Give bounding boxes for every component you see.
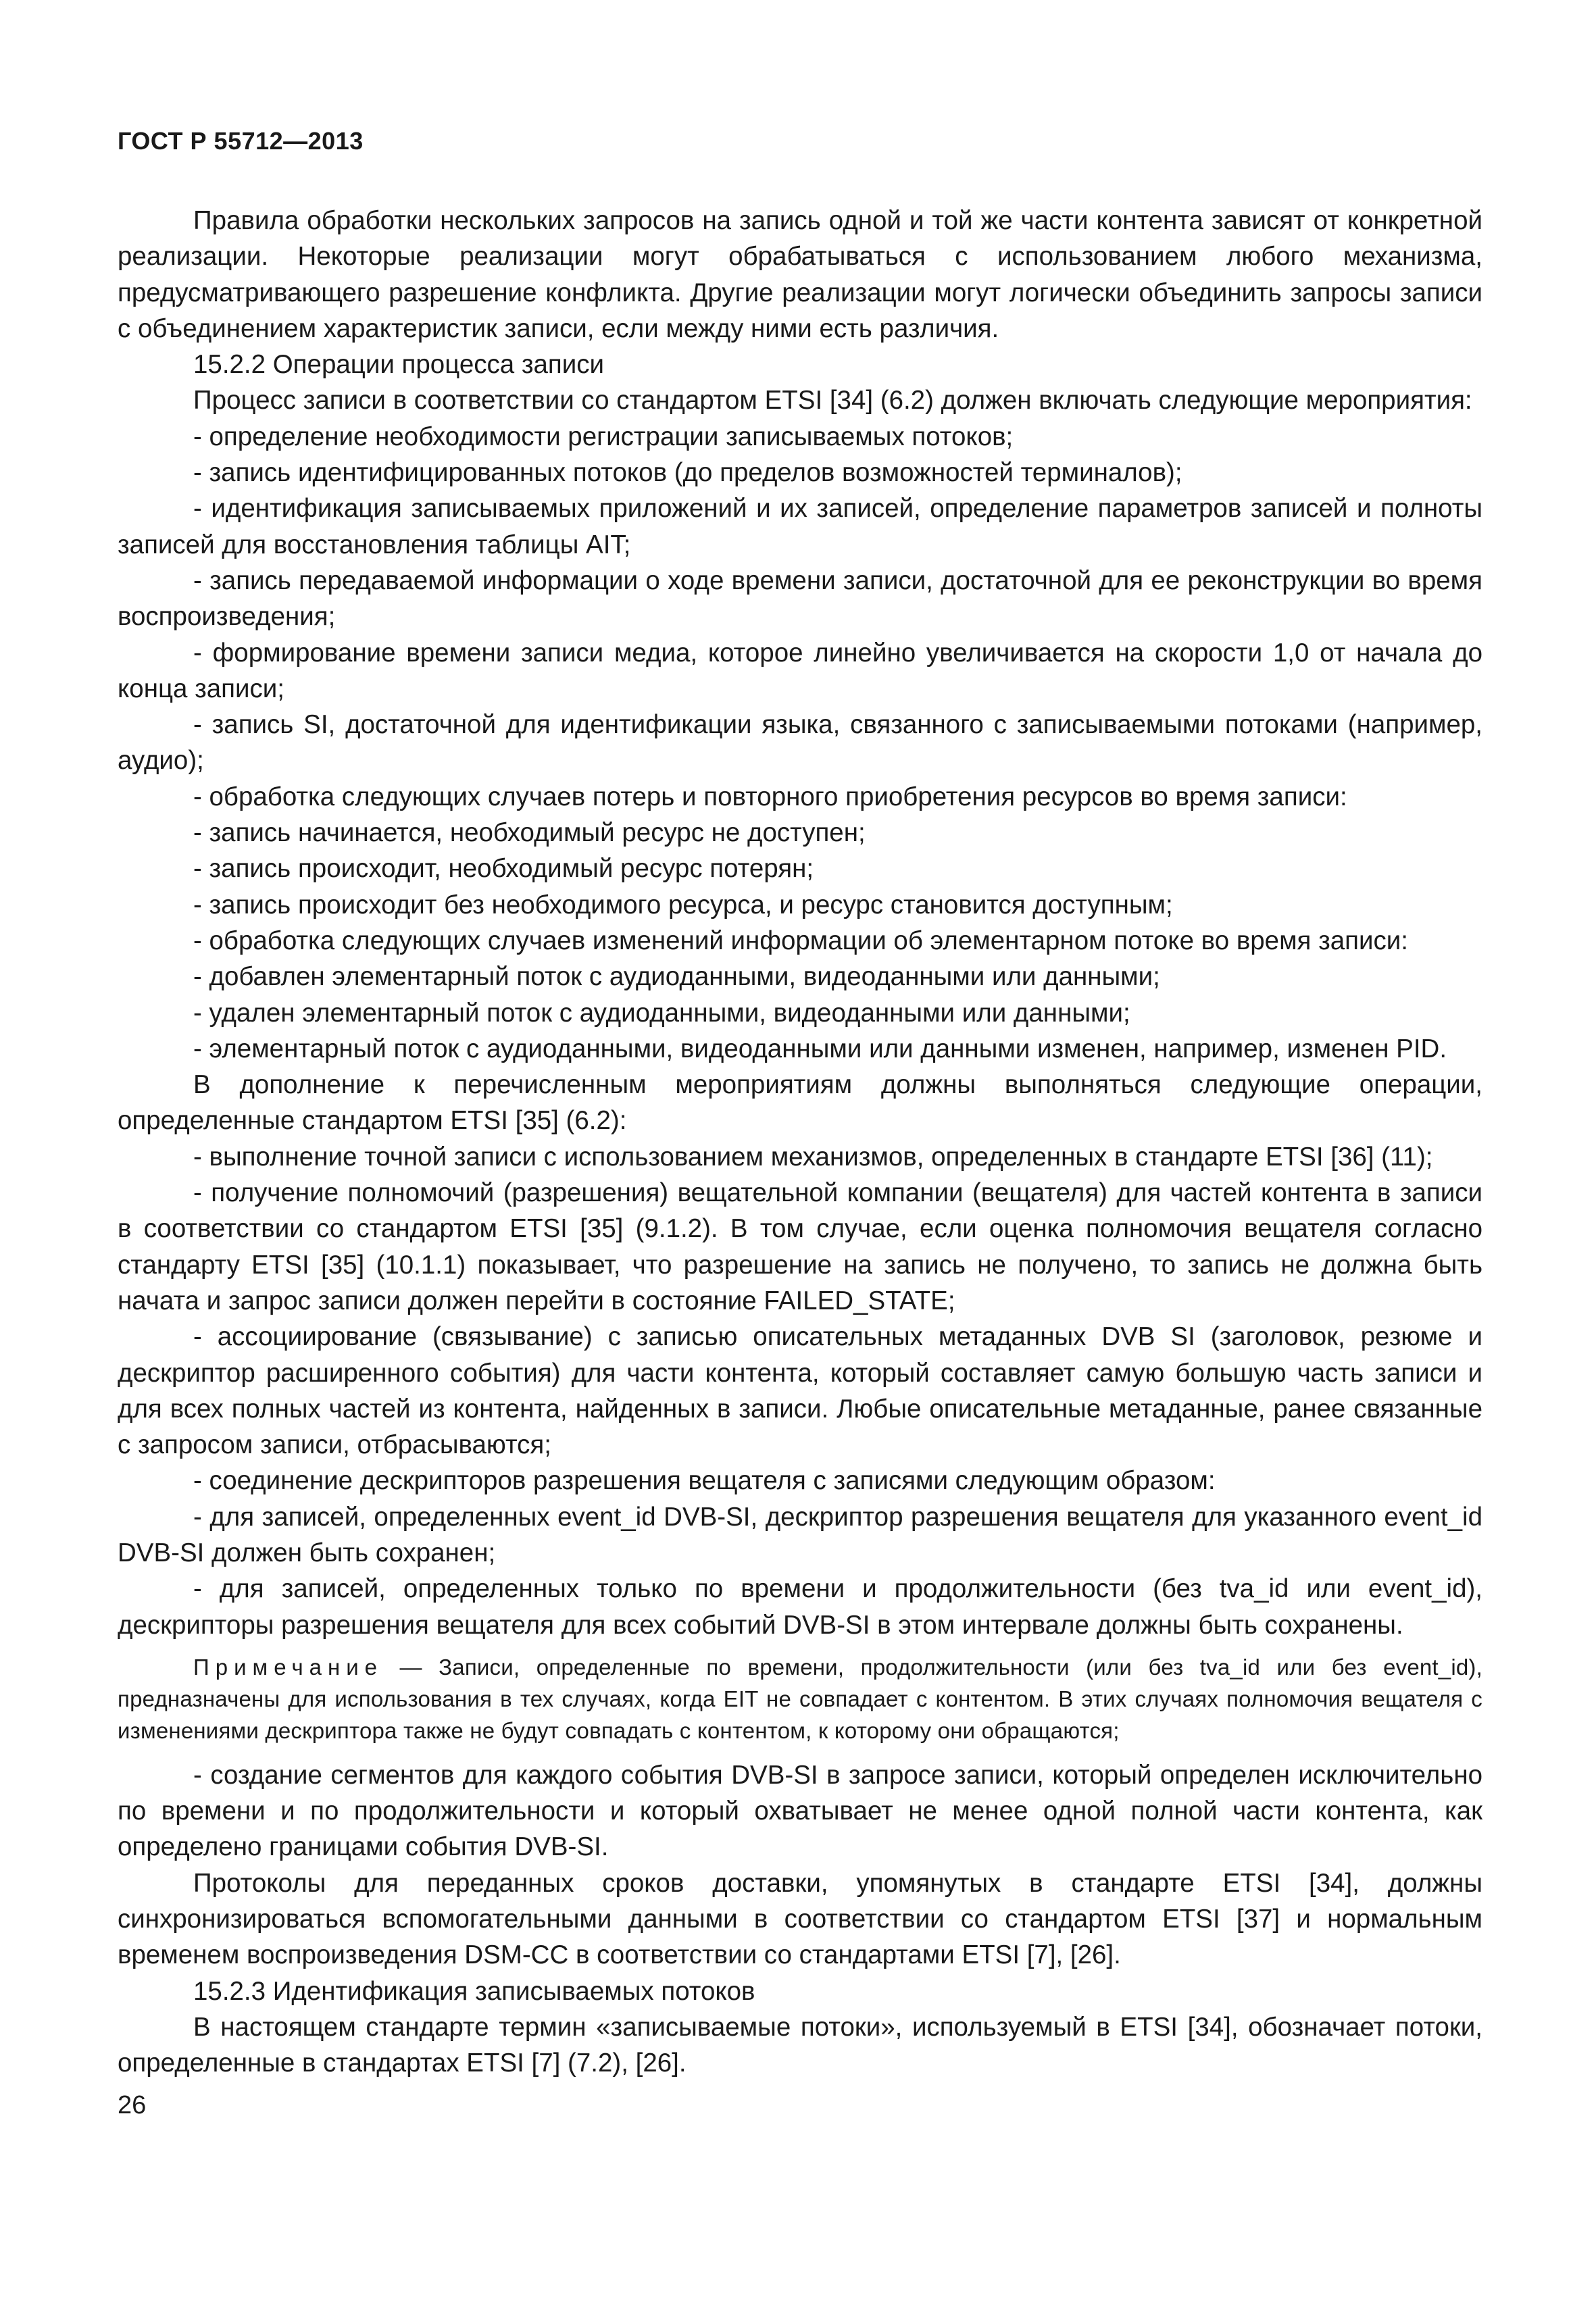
- list-item: - идентификация записываемых приложений и их записей, определение параметров записей и полноты записей для восстановления таблицы AIT;: [118, 494, 1482, 559]
- list-item: - запись происходит, необходимый ресурс потерян;: [193, 854, 814, 884]
- note-text: Записи, определенные по времени, продолжительности (или без tva_id или без event_id), предназначены для использования в тех случаях, когда EIT не совпадает с контентом. В этих случаях полномочия вещателя с изменениями дескриптора также не будут совпадать с контентом, к которому они обращаются;: [118, 1654, 1482, 1743]
- list-item: - для записей, определенных event_id DVB-SI, дескриптор разрешения вещателя для указанного event_id DVB-SI должен быть сохранен;: [118, 1502, 1482, 1567]
- list-item: - запись SI, достаточной для идентификации языка, связанного с записываемыми потоками (например, аудио);: [118, 710, 1482, 776]
- list-item: - обработка следующих случаев изменений информации об элементарном потоке во время записи:: [193, 926, 1408, 955]
- list-item: - обработка следующих случаев потерь и повторного приобретения ресурсов во время записи:: [193, 782, 1347, 811]
- note: [118, 1651, 1482, 1746]
- document-header: ГОСТ Р 55712—2013: [118, 127, 364, 155]
- paragraph: Процесс записи в соответствии со стандартом ETSI [34] (6.2) должен включать следующие мероприятия:: [193, 386, 1472, 416]
- note-dash: —: [383, 1654, 439, 1680]
- list-item: - запись идентифицированных потоков (до пределов возможностей терминалов);: [193, 458, 1182, 488]
- paragraph: В дополнение к перечисленным мероприятиям должны выполняться следующие операции, определенные стандартом ETSI [35] (6.2):: [118, 1070, 1482, 1136]
- paragraph: Правила обработки нескольких запросов на запись одной и той же части контента зависят от конкретной реализации. Некоторые реализации могут обрабатываться с использованием любого механизма, предусматривающего разрешение конфликта. Другие реализации могут логически объединить запросы записи с объединением характеристик записи, если между ними есть различия.: [118, 206, 1482, 343]
- list-item: - выполнение точной записи с использованием механизмов, определенных в стандарте ETSI [36] (11);: [193, 1142, 1433, 1172]
- list-item: - ассоциирование (связывание) с записью описательных метаданных DVB SI (заголовок, резюме и дескриптор расширенного события) для части контента, который составляет самую большую часть записи и для всех полных частей из контента, найденных в записи. Любые описательные метаданные, ранее связанные с запросом записи, отбрасываются;: [118, 1322, 1482, 1460]
- page-number: 26: [118, 2091, 147, 2119]
- list-item: - удален элементарный поток с аудиоданными, видеоданными или данными;: [193, 998, 1130, 1028]
- document-body: [118, 203, 1482, 2082]
- list-item: - запись начинается, необходимый ресурс не доступен;: [193, 818, 866, 848]
- list-item: - создание сегментов для каждого события DVB-SI в запросе записи, который определен исключительно по времени и по продолжительности и который охватывает не менее одной полной части контента, как определено границами события DVB-SI.: [118, 1760, 1482, 1862]
- section-heading: 15.2.2 Операции процесса записи: [193, 350, 605, 380]
- paragraph: В настоящем стандарте термин «записываемые потоки», используемый в ETSI [34], обозначает потоки, определенные в стандартах ETSI [7] (7.2), [26].: [118, 2012, 1482, 2078]
- list-item: - получение полномочий (разрешения) вещательной компании (вещателя) для частей контента в записи в соответствии со стандартом ETSI [35] (9.1.2). В том случае, если оценка полномочия вещателя согласно стандарту ETSI [35] (10.1.1) показывает, что разрешение на запись не получено, то запись не должна быть начата и запрос записи должен перейти в состояние FAILED_STATE;: [118, 1178, 1482, 1315]
- section-heading: 15.2.3 Идентификация записываемых потоков: [193, 1976, 755, 2006]
- list-item: - запись происходит без необходимого ресурса, и ресурс становится доступным;: [193, 890, 1173, 920]
- note-label: Примечание: [193, 1654, 384, 1680]
- list-item: - добавлен элементарный поток с аудиоданными, видеоданными или данными;: [193, 962, 1160, 992]
- paragraph: Протоколы для переданных сроков доставки, упомянутых в стандарте ETSI [34], должны синхронизироваться вспомогательными данными в соответствии со стандартом ETSI [37] и нормальным временем воспроизведения DSM-CC в соответствии со стандартами ETSI [7], [26].: [118, 1868, 1482, 1970]
- list-item: - для записей, определенных только по времени и продолжительности (без tva_id или event_id), дескрипторы разрешения вещателя для всех событий DVB-SI в этом интервале должны быть сохранены.: [118, 1574, 1482, 1640]
- list-item: - элементарный поток с аудиоданными, видеоданными или данными изменен, например, изменен PID.: [193, 1034, 1447, 1063]
- list-item: - определение необходимости регистрации записываемых потоков;: [193, 422, 1014, 451]
- list-item: - формирование времени записи медиа, которое линейно увеличивается на скорости 1,0 от начала до конца записи;: [118, 638, 1482, 703]
- list-item: - соединение дескрипторов разрешения вещателя с записями следующим образом:: [193, 1466, 1216, 1496]
- list-item: - запись передаваемой информации о ходе времени записи, достаточной для ее реконструкции во время воспроизведения;: [118, 565, 1482, 632]
